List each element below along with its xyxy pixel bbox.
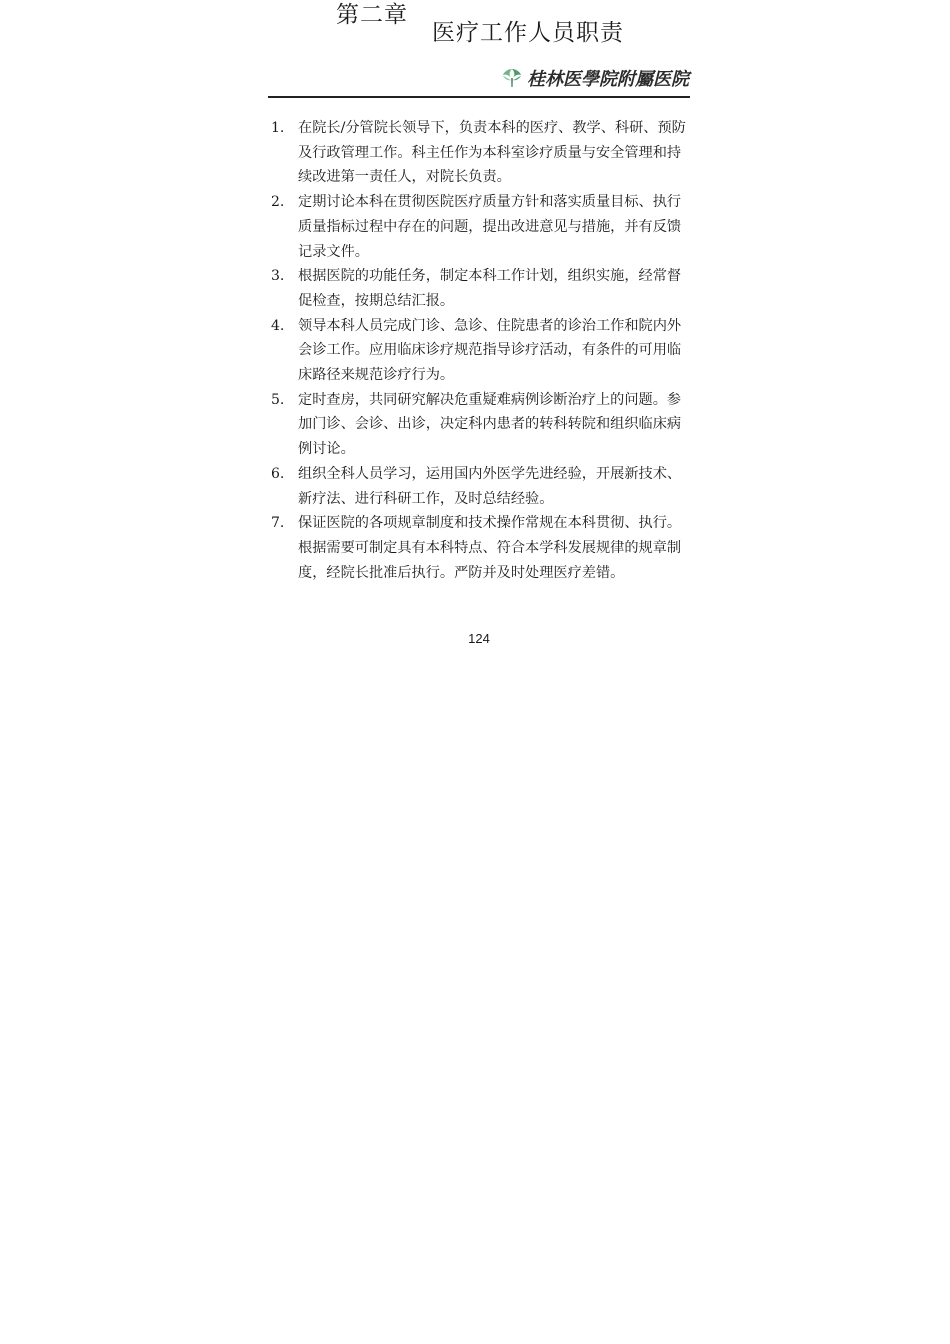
duty-item-4	[268, 314, 688, 388]
duty-item-6	[268, 462, 688, 511]
duty-text: 根据医院的功能任务，制定本科工作计划，组织实施，经常督促检查，按期总结汇报。	[298, 268, 682, 309]
duty-number: 5.	[271, 391, 285, 408]
duty-number: 6.	[271, 465, 285, 482]
duty-text: 定时查房，共同研究解决危重疑难病例诊断治疗上的问题。参加门诊、会诊、出诊，决定科内患者的转科转院和组织临床病例讨论。	[298, 391, 682, 458]
duty-item-2	[268, 190, 688, 264]
duty-text: 组织全科人员学习，运用国内外医学先进经验，开展新技术、新疗法、进行科研工作，及时总结经验。	[298, 465, 682, 507]
duty-list	[268, 116, 688, 585]
duty-item-3	[268, 264, 688, 313]
header-divider	[268, 96, 690, 98]
duty-text: 在院长/分管院长领导下，负责本科的医疗、教学、科研、预防及行政管理工作。科主任作为本科室诊疗质量与安全管理和持续改进第一责任人，对院长负责。	[298, 120, 686, 186]
page-number: 124	[468, 631, 490, 646]
duty-number: 1.	[271, 120, 285, 136]
chapter-label: 第二章	[336, 2, 408, 28]
duty-item-1	[268, 116, 688, 190]
duty-number: 7.	[271, 515, 285, 532]
hospital-name: 桂林医學院附屬医院	[527, 69, 689, 90]
duty-text: 保证医院的各项规章制度和技术操作常规在本科贯彻、执行。根据需要可制定具有本科特点、符合本学科发展规律的规章制度，经院长批准后执行。严防并及时处理医疗差错。	[298, 515, 682, 581]
leaf-logo-icon	[500, 66, 524, 90]
duty-number: 3.	[271, 268, 285, 285]
hospital-logo	[500, 64, 689, 92]
duty-item-7	[268, 511, 688, 585]
duty-text: 领导本科人员完成门诊、急诊、住院患者的诊治工作和院内外会诊工作。应用临床诊疗规范指导诊疗活动，有条件的可用临床路径来规范诊疗行为。	[298, 317, 682, 384]
duty-item-5	[268, 388, 688, 462]
duty-number: 2.	[271, 194, 285, 211]
duty-number: 4.	[271, 317, 285, 334]
chapter-title: 医疗工作人员职责	[432, 20, 624, 46]
duty-text: 定期讨论本科在贯彻医院医疗质量方针和落实质量目标、执行质量指标过程中存在的问题，提出改进意见与措施，并有反馈记录文件。	[298, 194, 682, 260]
